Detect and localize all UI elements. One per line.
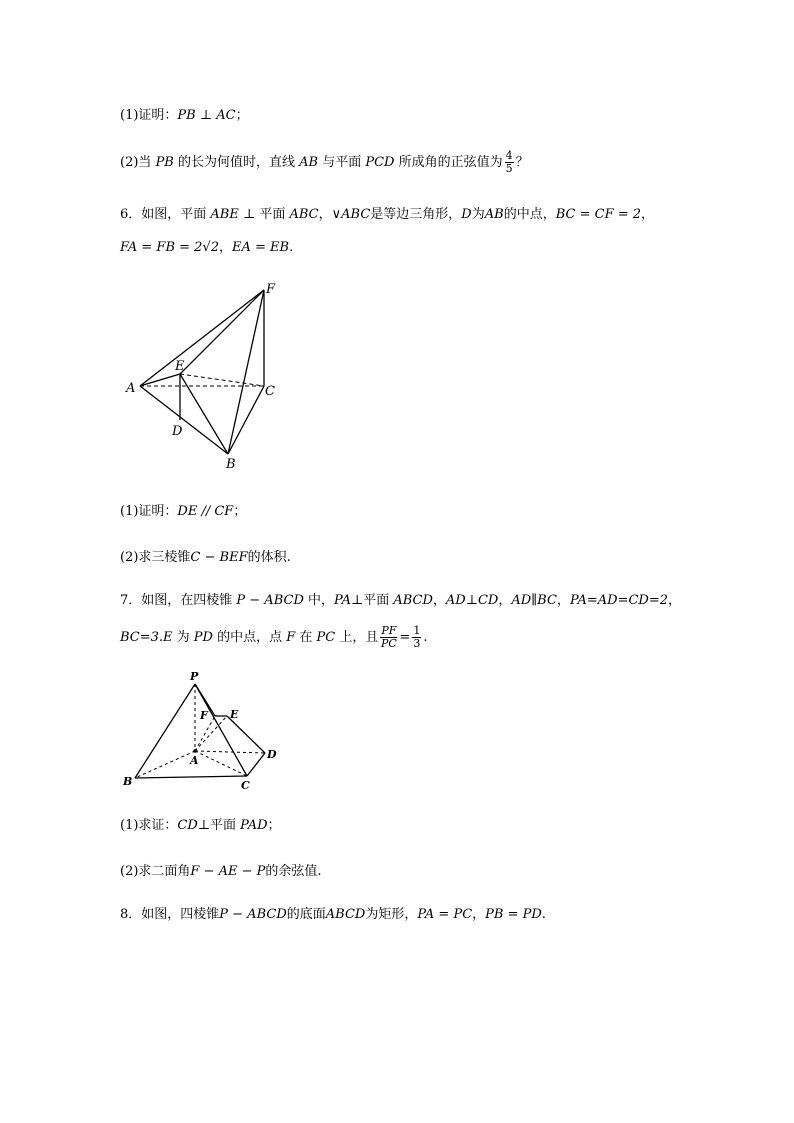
q8-eq1: PA = PC [417, 907, 473, 922]
q7-text-c: ⊥平面 [350, 593, 394, 608]
q6-part1-suffix: ； [233, 504, 247, 519]
q7-text-a: 7．如图，在四棱锥 [120, 593, 237, 608]
q7-part1-pad: PAD [240, 818, 268, 833]
q6-stem-line1 [120, 203, 654, 222]
q7-line2-pc: PC [316, 630, 336, 645]
q6-part2-math: C − BEF [190, 550, 248, 565]
q7-text-e: ⊥ [465, 593, 478, 608]
q7-part2-suffix: 的余弦值. [265, 864, 322, 879]
q7-frac-den: PC [380, 637, 397, 650]
q6-part2 [120, 546, 291, 565]
q7-part2-math: F − AE − P [190, 864, 266, 879]
q7-text-f: ， [498, 593, 512, 608]
q6-label-b: B [226, 457, 236, 472]
q7-part2 [120, 860, 322, 879]
q8-abcd: ABCD [325, 907, 366, 922]
q7-label-a: A [190, 754, 199, 767]
q6-part2-prefix: (2)求三棱锥 [120, 550, 191, 565]
q7-label-f: F [200, 709, 208, 722]
q7-fraction-pf-pc [380, 625, 397, 650]
q7-frac-num: PF [381, 624, 397, 637]
q6-eq2: EA = EB [232, 240, 290, 255]
q6-abe: ABE [210, 207, 239, 222]
q6-end: . [289, 240, 294, 255]
q7-cd: CD [477, 593, 499, 608]
q6-eq: BC = CF = 2 [555, 207, 642, 222]
q7-part1-mid: ⊥平面 [197, 818, 241, 833]
q5-part1-prefix: (1)证明： [120, 108, 178, 123]
q7-frac2-den: 3 [413, 637, 421, 650]
q8-text-b: 的底面 [286, 907, 326, 922]
q6-eq1: FA = FB = 2√2 [120, 240, 219, 255]
q6-part1-prefix: (1)证明： [120, 504, 178, 519]
q7-line2-bc: BC=3.E [120, 630, 173, 645]
q7-line2-pd: PD [193, 630, 213, 645]
q7-part1-suffix: ； [267, 818, 281, 833]
q7-pa: PA [334, 593, 351, 608]
q6-part1-math: DE // CF [177, 504, 234, 519]
q7-line2-b: 的中点，点 [212, 630, 287, 645]
q7-text-g: ∥ [531, 593, 538, 608]
q8-stem-line1 [120, 903, 546, 922]
q7-text-h: ， [556, 593, 570, 608]
q5-fraction [505, 150, 514, 175]
q8-end: . [541, 907, 546, 922]
q8-pabcd: P − ABCD [219, 907, 287, 922]
q7-part1-prefix: (1)求证： [120, 818, 178, 833]
q7-bc: BC [537, 593, 557, 608]
q7-line2-f: F [286, 630, 296, 645]
q7-label-c: C [241, 779, 250, 792]
q6-triangle: ∨ABC [331, 207, 371, 222]
q7-text-i: ， [668, 593, 682, 608]
q6-part2-suffix: 的体积. [247, 550, 291, 565]
q7-stem-line2 [120, 625, 427, 650]
q7-label-d: D [267, 748, 277, 761]
q8-text-c: 为矩形， [365, 907, 418, 922]
q5-frac-num: 4 [505, 149, 513, 162]
q7-stem-line1 [120, 589, 681, 608]
q6-ab: AB [484, 207, 504, 222]
q7-fraction-one-third [412, 625, 421, 650]
q7-line2-a: 为 [172, 630, 194, 645]
q7-label-e: E [230, 708, 239, 721]
q5-part2-prefix: (2)当 [120, 155, 156, 170]
q5-part1-suffix: ； [235, 108, 249, 123]
q7-frac2-num: 1 [413, 624, 421, 637]
q7-part1 [120, 814, 281, 833]
q5-part2-ab: AB [299, 155, 319, 170]
q7-line2-c: 在 [295, 630, 317, 645]
q5-part2-end: ？ [515, 155, 529, 170]
q7-line2-end: . [423, 630, 428, 645]
q7-pabcd: P − ABCD [236, 593, 304, 608]
q6-perp: ⊥ 平面 [238, 207, 290, 222]
q6-sep: ， [219, 240, 233, 255]
q6-text-g: ， [641, 207, 655, 222]
q5-part1 [120, 104, 249, 123]
q6-abc: ABC [289, 207, 319, 222]
q6-text-a: 6．如图，平面 [120, 207, 211, 222]
q6-text-b: ， [318, 207, 332, 222]
q7-point-a [193, 749, 197, 753]
q7-eq: PA=AD=CD=2 [569, 593, 669, 608]
q6-text-e: 为 [471, 207, 485, 222]
q6-stem-line2 [120, 236, 293, 255]
q5-part2-mid3: 所成角的正弦值为 [394, 155, 503, 170]
q6-part1 [120, 500, 246, 519]
q7-part1-cd: CD [177, 818, 198, 833]
q5-part1-math: PB ⊥ AC [177, 108, 236, 123]
q5-part2-pb: PB [155, 155, 174, 170]
q6-label-a: A [126, 381, 136, 396]
q7-label-p: P [190, 670, 199, 683]
q8-text-d: ， [472, 907, 486, 922]
q7-label-b: B [123, 775, 133, 788]
q6-text-c: 是等边三角形， [370, 207, 462, 222]
q8-eq2: PB = PD [485, 907, 542, 922]
q7-text-d: ， [432, 593, 446, 608]
q6-label-f: F [266, 282, 276, 297]
q6-label-e: E [175, 359, 185, 374]
q5-part2-mid1: 的长为何值时，直线 [173, 155, 300, 170]
q7-part2-prefix: (2)求二面角 [120, 864, 191, 879]
q7-ad: AD [445, 593, 466, 608]
q7-line2-d: 上，且 [335, 630, 379, 645]
q8-text-a: 8．如图，四棱锥 [120, 907, 220, 922]
q6-text-f: 的中点， [503, 207, 556, 222]
q6-label-c: C [265, 384, 275, 399]
q5-part2-pcd: PCD [365, 155, 395, 170]
q7-line2-eq: = [399, 630, 411, 645]
q5-part2-mid2: 与平面 [318, 155, 366, 170]
q7-figure [115, 668, 285, 794]
q7-ad2: AD [511, 593, 532, 608]
q7-text-b: 中， [303, 593, 335, 608]
q5-part2 [120, 150, 529, 175]
q5-frac-den: 5 [505, 162, 513, 175]
q6-d: D [461, 207, 472, 222]
q7-abcd: ABCD [393, 593, 433, 608]
q6-figure [120, 278, 290, 473]
q6-label-d: D [172, 424, 183, 439]
